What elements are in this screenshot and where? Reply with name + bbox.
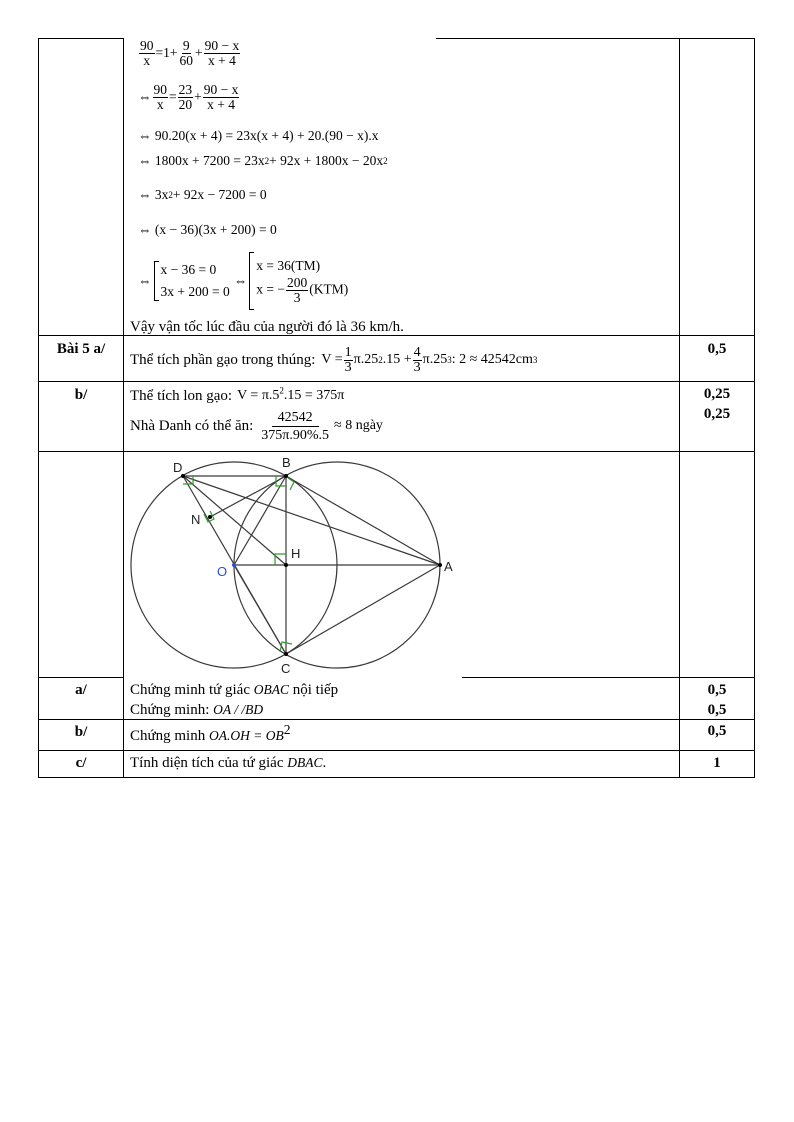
bai6a-label: a/ — [75, 682, 87, 698]
solution-system-2: x = 36(TM) x = − $\frac{200}{3}$ (KTM) — [247, 252, 348, 310]
bai6c-score: 1 — [713, 755, 721, 771]
bai5b-line2: Nhà Danh có thể ăn: $\frac{42542}{375\pi.90\%.5}$ ≈ 8 ngày — [130, 409, 383, 443]
bai5b-score-1: 0,25 — [703, 386, 731, 402]
label-n: N — [191, 512, 201, 527]
equation-line-1: $\frac{90}{x}$ =1+ $\frac{9}{60}$ + $\frac{90 - x}{x + 4}$ — [140, 37, 240, 68]
bai5a-score: 0,5 — [707, 341, 727, 357]
conclusion-text: Vậy vận tốc lúc đầu của người đó là 36 km/h. — [130, 319, 404, 335]
fraction: $\frac{90}{x}$ — [153, 81, 167, 112]
fraction: $\frac{9}{60}$ — [179, 37, 193, 68]
bai6b-score: 0,5 — [707, 723, 727, 739]
label-a: A — [444, 559, 453, 574]
bai5a-label: Bài 5 a/ — [56, 341, 106, 357]
fraction: $\frac{200}{3}$ — [286, 274, 308, 305]
bai6c-content: Tính diện tích của tứ giác DBAC. — [130, 755, 327, 771]
bai6b-content: Chứng minh $OA.OH = OB^2$ — [130, 722, 291, 744]
bai5a-content: Thể tích phần gạo trong thúng: V = $\frac{1}{3}$ π.25 2 .15 + $\frac{4}{3}$ π.25 3 : 2 ≈ 42542cm 3 — [130, 344, 538, 375]
label-h: H — [291, 546, 301, 561]
equation-line-5: ⇔ 3x 2 + 92x − 7200 = 0 — [138, 187, 267, 202]
equation-line-2: ⇔ $\frac{90}{x}$ = $\frac{23}{20}$ + $\frac{90 - x}{x + 4}$ — [138, 81, 239, 112]
bai5b-label: b/ — [74, 387, 88, 403]
fraction: $\frac{90 - x}{x + 4}$ — [203, 81, 239, 112]
bai6a-line1: Chứng minh tứ giác OBAC nội tiếp — [130, 682, 339, 698]
bai6a-score-1: 0,5 — [707, 682, 727, 698]
fraction: $\frac{90}{x}$ — [140, 37, 154, 68]
fraction: $\frac{23}{20}$ — [178, 81, 193, 112]
bai6a-line2: Chứng minh: OA / /BD — [130, 702, 264, 718]
right-angle-markers — [183, 476, 294, 652]
bai5b-score-2: 0,25 — [703, 406, 731, 422]
bai6c-label: c/ — [75, 755, 87, 771]
label-o: O — [217, 564, 228, 579]
equation-line-7: ⇔ x − 36 = 0 3x + 200 = 0 ⇔ x = 36(TM) x = − $\frac{200}{3}$ (KTM) — [138, 250, 348, 312]
fraction: $\frac{90 - x}{x + 4}$ — [204, 37, 240, 68]
equation-line-4: ⇔ 1800x + 7200 = 23x 2 + 92x + 1800x − 20x 2 — [138, 153, 388, 168]
equation-line-6: ⇔ (x − 36)(3x + 200) = 0 — [138, 222, 277, 237]
label-c: C — [281, 661, 291, 676]
bai6b-label: b/ — [74, 724, 88, 740]
bai5b-line1: Thể tích lon gạo: $V = \pi.5^2.15 = 375\pi$ — [130, 385, 345, 404]
bai6a-score-2: 0,5 — [707, 702, 727, 718]
fraction: $\frac{42542}{375\pi.90\%.5}$ — [261, 409, 330, 443]
solution-system-1: x − 36 = 0 3x + 200 = 0 — [152, 261, 230, 301]
equation-line-3: ⇔ 90.20(x + 4) = 23x(x + 4) + 20.(90 − x).x — [138, 128, 379, 143]
label-d: D — [173, 460, 183, 475]
label-b: B — [282, 455, 291, 470]
